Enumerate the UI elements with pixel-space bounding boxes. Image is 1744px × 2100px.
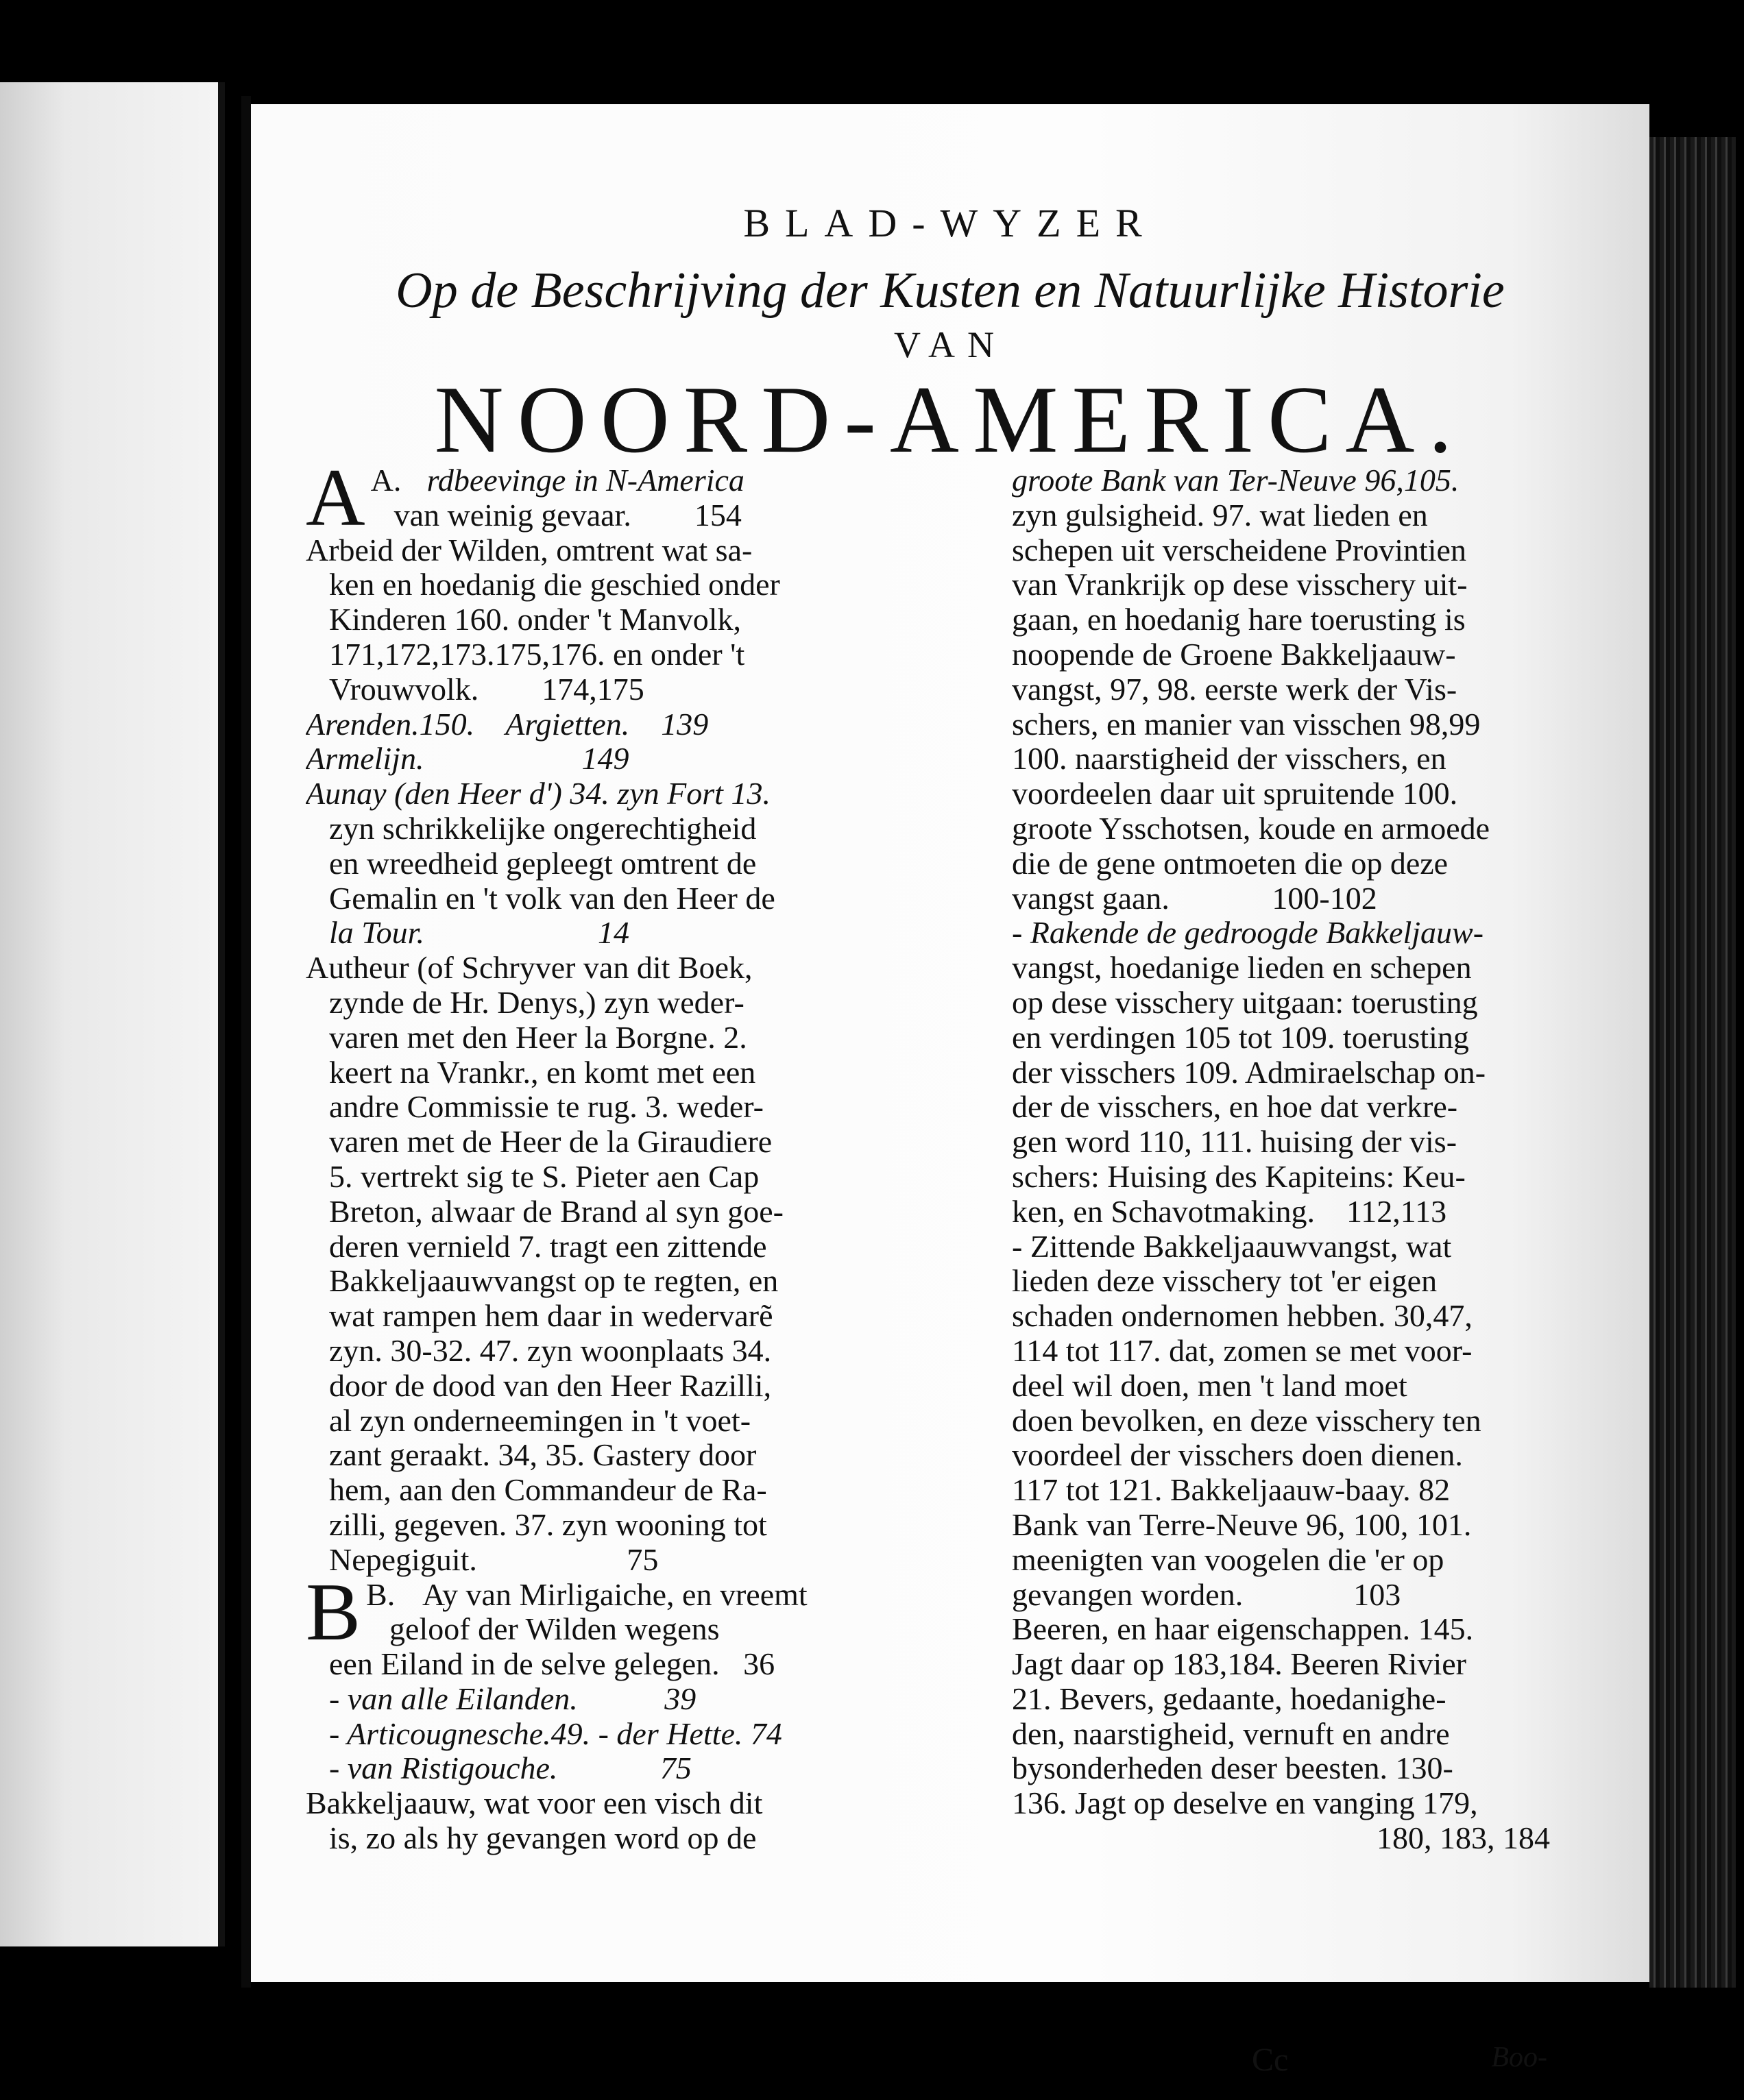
index-line bbox=[1012, 1264, 1564, 1299]
index-line-text: noopende de Groene Bakkeljaauw- bbox=[1012, 637, 1456, 672]
index-line bbox=[1012, 1230, 1564, 1265]
binding-gutter bbox=[241, 96, 251, 1988]
index-line-text: meenigten van voogelen die 'er op bbox=[1012, 1542, 1444, 1577]
index-line-text: - van alle Eilanden. 39 bbox=[329, 1681, 697, 1716]
index-line-text: - Rakende de gedroogde Bakkeljauw- bbox=[1012, 916, 1484, 951]
index-line-text: groote Bank van Ter-Neuve 96,105. bbox=[1012, 463, 1460, 498]
index-line-text: varen met de Heer de la Giraudiere bbox=[329, 1125, 773, 1160]
index-line-text: is, zo als hy gevangen word op de bbox=[329, 1821, 757, 1856]
index-line bbox=[371, 498, 854, 533]
index-line bbox=[306, 777, 854, 811]
index-line-text: en wreedheid gepleegt omtrent de bbox=[329, 846, 757, 881]
index-line bbox=[1012, 1717, 1564, 1752]
index-line bbox=[306, 1160, 854, 1195]
drop-capital: B bbox=[306, 1565, 361, 1657]
index-line-text: 171,172,173.175,176. en onder 't bbox=[329, 637, 745, 672]
index-line-text: al zyn onderneemingen in 't voet- bbox=[329, 1403, 751, 1438]
index-line-text: der de visschers, en hoe dat verkre- bbox=[1012, 1090, 1458, 1125]
index-line bbox=[306, 1682, 854, 1717]
index-line bbox=[1012, 463, 1564, 498]
index-line bbox=[1012, 1473, 1564, 1508]
index-line bbox=[1012, 1160, 1564, 1195]
index-line-text: deren vernield 7. tragt een zittende bbox=[329, 1229, 767, 1264]
index-line-text: rdbeevinge in N-America bbox=[426, 463, 744, 498]
index-line-text: 114 tot 117. dat, zomen se met voor- bbox=[1012, 1333, 1473, 1368]
index-line bbox=[1012, 1021, 1564, 1055]
index-line-text: Ay van Mirligaiche, en vreemt bbox=[422, 1576, 808, 1612]
index-line bbox=[306, 951, 854, 986]
index-line bbox=[306, 602, 854, 637]
index-line bbox=[306, 1299, 854, 1334]
index-line-text: Bakkeljaauwvangst op te regten, en bbox=[329, 1264, 779, 1299]
index-line-text: die de gene ontmoeten die op deze bbox=[1012, 846, 1449, 881]
index-line bbox=[306, 916, 854, 951]
page-subtitle: Op de Beschrijving der Kusten en Natuurlijke Historie bbox=[396, 262, 1505, 319]
index-line bbox=[1012, 1195, 1564, 1230]
index-line-text: Beeren, en haar eigenschappen. 145. bbox=[1012, 1612, 1474, 1647]
index-line bbox=[1012, 846, 1564, 881]
index-line-text: 117 tot 121. Bakkeljaauw-baay. 82 bbox=[1012, 1473, 1451, 1508]
index-line-text: schepen uit verscheidene Provintien bbox=[1012, 533, 1466, 567]
index-line-text: keert na Vrankr., en komt met een bbox=[329, 1055, 756, 1090]
index-line-text: van Vrankrijk op dese visschery uit- bbox=[1012, 567, 1468, 602]
index-line bbox=[1012, 777, 1564, 811]
index-line bbox=[1012, 1543, 1564, 1578]
index-line-text: Autheur (of Schryver van dit Boek, bbox=[306, 951, 753, 986]
index-line bbox=[306, 637, 854, 672]
index-line bbox=[1012, 498, 1564, 533]
index-line-text: la Tour. 14 bbox=[329, 916, 629, 951]
index-line bbox=[1012, 602, 1564, 637]
index-line bbox=[306, 1021, 854, 1055]
index-line-text: gevangen worden. 103 bbox=[1012, 1577, 1401, 1612]
index-line bbox=[306, 811, 854, 846]
index-line-text: deel wil doen, men 't land moet bbox=[1012, 1368, 1407, 1403]
index-line-text: op dese visschery uitgaan: toerusting bbox=[1012, 985, 1478, 1020]
index-line-text: schers, en manier van visschen 98,99 bbox=[1012, 707, 1481, 742]
index-line-text: geloof der Wilden wegens bbox=[389, 1612, 720, 1647]
index-line-text: der visschers 109. Admiraelschap on- bbox=[1012, 1055, 1486, 1090]
left-text-column bbox=[306, 452, 854, 1856]
index-line bbox=[306, 1230, 854, 1265]
index-line-text: zilli, gegeven. 37. zyn wooning tot bbox=[329, 1507, 767, 1542]
index-line-text: - Zittende Bakkeljaauwvangst, wat bbox=[1012, 1229, 1452, 1264]
index-line bbox=[306, 672, 854, 707]
index-line-text: vangst gaan. 100-102 bbox=[1012, 881, 1377, 916]
section-letter: B. bbox=[366, 1576, 396, 1612]
index-line bbox=[306, 1090, 854, 1125]
index-line-text: andre Commissie te rug. 3. weder- bbox=[329, 1090, 764, 1125]
index-line-text: Bakkeljaauw, wat voor een visch dit bbox=[306, 1786, 763, 1821]
index-line bbox=[1012, 637, 1564, 672]
page-heading-van: VAN bbox=[893, 324, 1007, 365]
index-line bbox=[1012, 1334, 1564, 1369]
index-line bbox=[1012, 951, 1564, 986]
index-line bbox=[1012, 1821, 1564, 1856]
index-line-text: 136. Jagt op deselve en vanging 179, bbox=[1012, 1786, 1478, 1821]
index-line bbox=[306, 567, 854, 602]
index-line bbox=[1012, 881, 1564, 916]
index-line bbox=[1012, 1682, 1564, 1717]
index-line bbox=[306, 986, 854, 1021]
index-line bbox=[1012, 1751, 1564, 1786]
index-line bbox=[1012, 1369, 1564, 1404]
catchword: Boo- bbox=[1491, 2042, 1547, 2073]
facing-page-edge bbox=[0, 82, 225, 1946]
index-line-text: Bank van Terre-Neuve 96, 100, 101. bbox=[1012, 1507, 1472, 1542]
index-line-text: groote Ysschotsen, koude en armoede bbox=[1012, 811, 1490, 846]
index-line bbox=[306, 846, 854, 881]
index-line bbox=[306, 881, 854, 916]
index-line-text: gaan, en hoedanig hare toerusting is bbox=[1012, 602, 1466, 637]
index-line bbox=[1012, 916, 1564, 951]
index-line-text: Jagt daar op 183,184. Beeren Rivier bbox=[1012, 1647, 1466, 1682]
index-line-text: Gemalin en 't volk van den Heer de bbox=[329, 881, 775, 916]
index-line-text: schers: Huising des Kapiteins: Keu- bbox=[1012, 1159, 1466, 1194]
index-line bbox=[1012, 986, 1564, 1021]
index-line-text: doen bevolken, en deze visschery ten bbox=[1012, 1403, 1481, 1438]
index-line-text: zyn. 30-32. 47. zyn woonplaats 34. bbox=[329, 1333, 772, 1368]
index-line bbox=[306, 1647, 854, 1682]
index-line-text: Arenden.150. Argietten. 139 bbox=[306, 707, 709, 742]
index-line-text: voordeelen daar uit spruitende 100. bbox=[1012, 777, 1458, 811]
index-line bbox=[1012, 567, 1564, 602]
index-line bbox=[1012, 1299, 1564, 1334]
index-line-text: zant geraakt. 34, 35. Gastery door bbox=[329, 1438, 757, 1473]
index-line-text: wat rampen hem daar in wedervarẽ bbox=[329, 1299, 773, 1334]
index-line-text: ken, en Schavotmaking. 112,113 bbox=[1012, 1194, 1447, 1229]
page-footer bbox=[1012, 2041, 1564, 2079]
index-line bbox=[306, 742, 854, 777]
index-line-text: 5. vertrekt sig te S. Pieter aen Cap bbox=[329, 1159, 760, 1194]
index-line-text: Nepegiguit. 75 bbox=[329, 1542, 659, 1577]
index-line bbox=[306, 1786, 854, 1821]
index-line bbox=[306, 1508, 854, 1543]
index-line bbox=[1012, 707, 1564, 742]
index-line-text: - Articougnesche.49. - der Hette. 74 bbox=[329, 1716, 782, 1751]
index-line bbox=[306, 1438, 854, 1473]
index-line bbox=[306, 1334, 854, 1369]
index-line bbox=[306, 707, 854, 742]
index-line-text: schaden ondernomen hebben. 30,47, bbox=[1012, 1299, 1473, 1334]
index-line-text: 21. Bevers, gedaante, hoedanighe- bbox=[1012, 1681, 1446, 1716]
index-line bbox=[306, 1125, 854, 1160]
section-letter: A. bbox=[370, 463, 402, 498]
index-line bbox=[1012, 533, 1564, 568]
index-line-text: 100. naarstigheid der visschers, en bbox=[1012, 742, 1446, 777]
page-title: NOORD-AMERICA. bbox=[434, 367, 1466, 473]
index-line-text: gen word 110, 111. huising der vis- bbox=[1012, 1125, 1457, 1160]
index-line bbox=[306, 1404, 854, 1439]
index-line-text: Vrouwvolk. 174,175 bbox=[329, 672, 644, 707]
index-line bbox=[1012, 1508, 1564, 1543]
index-line-text: Armelijn. 149 bbox=[306, 742, 629, 777]
index-line bbox=[366, 1612, 854, 1647]
index-line-text: van weinig gevaar. 154 bbox=[393, 498, 742, 533]
drop-capital: A bbox=[306, 452, 365, 543]
right-text-column bbox=[1012, 463, 1564, 1856]
index-line-text: door de dood van den Heer Razilli, bbox=[329, 1368, 772, 1403]
index-line bbox=[306, 1055, 854, 1090]
index-line-text: en verdingen 105 tot 109. toerusting bbox=[1012, 1020, 1469, 1055]
index-line-text: ken en hoedanig die geschied onder bbox=[329, 567, 780, 602]
index-line bbox=[306, 1369, 854, 1404]
index-line-text: vangst, hoedanige lieden en schepen bbox=[1012, 951, 1472, 986]
index-line bbox=[1012, 1647, 1564, 1682]
index-line-text: lieden deze visschery tot 'er eigen bbox=[1012, 1264, 1438, 1299]
book-fore-edge bbox=[1649, 137, 1736, 1988]
index-line bbox=[1012, 811, 1564, 846]
index-line bbox=[1012, 1786, 1564, 1821]
index-line bbox=[1012, 672, 1564, 707]
index-line-text: een Eiland in de selve gelegen. 36 bbox=[329, 1647, 775, 1682]
index-line bbox=[1012, 1125, 1564, 1160]
index-line-text: varen met den Heer la Borgne. 2. bbox=[329, 1020, 747, 1055]
index-line bbox=[306, 1473, 854, 1508]
index-line bbox=[1012, 1404, 1564, 1439]
index-line-text: Aunay (den Heer d') 34. zyn Fort 13. bbox=[306, 777, 771, 811]
index-line-text: Breton, alwaar de Brand al syn goe- bbox=[329, 1194, 784, 1229]
index-page bbox=[251, 104, 1649, 2078]
index-line-text: Kinderen 160. onder 't Manvolk, bbox=[329, 602, 742, 637]
index-line bbox=[1012, 1578, 1564, 1613]
signature-mark: Cc bbox=[1252, 2042, 1289, 2078]
index-line-text: hem, aan den Commandeur de Ra- bbox=[329, 1473, 767, 1508]
index-line bbox=[1012, 742, 1564, 777]
page-heading: BLAD-WYZER bbox=[743, 201, 1157, 245]
index-line-text: zynde de Hr. Denys,) zyn weder- bbox=[329, 985, 744, 1020]
index-line-text: - van Ristigouche. 75 bbox=[329, 1751, 692, 1786]
index-line-text: den, naarstigheid, vernuft en andre bbox=[1012, 1716, 1450, 1751]
index-line bbox=[306, 1821, 854, 1856]
index-line bbox=[306, 1751, 854, 1786]
index-line-text: bysonderheden deser beesten. 130- bbox=[1012, 1751, 1453, 1786]
index-line bbox=[306, 533, 854, 568]
index-line bbox=[306, 1543, 854, 1578]
index-line bbox=[306, 1264, 854, 1299]
index-line bbox=[1012, 1612, 1564, 1647]
index-line-text: 180, 183, 184 bbox=[1377, 1821, 1550, 1856]
index-line bbox=[1012, 1090, 1564, 1125]
index-line bbox=[1012, 1438, 1564, 1473]
index-line bbox=[306, 1195, 854, 1230]
index-line-text: zyn schrikkelijke ongerechtigheid bbox=[329, 811, 757, 846]
index-line-text: voordeel der visschers doen dienen. bbox=[1012, 1438, 1463, 1473]
index-line-text: vangst, 97, 98. eerste werk der Vis- bbox=[1012, 672, 1457, 707]
index-line-text: Arbeid der Wilden, omtrent wat sa- bbox=[306, 533, 753, 567]
index-line bbox=[1012, 1055, 1564, 1090]
index-line-text: zyn gulsigheid. 97. wat lieden en bbox=[1012, 498, 1428, 533]
index-line bbox=[306, 1717, 854, 1752]
